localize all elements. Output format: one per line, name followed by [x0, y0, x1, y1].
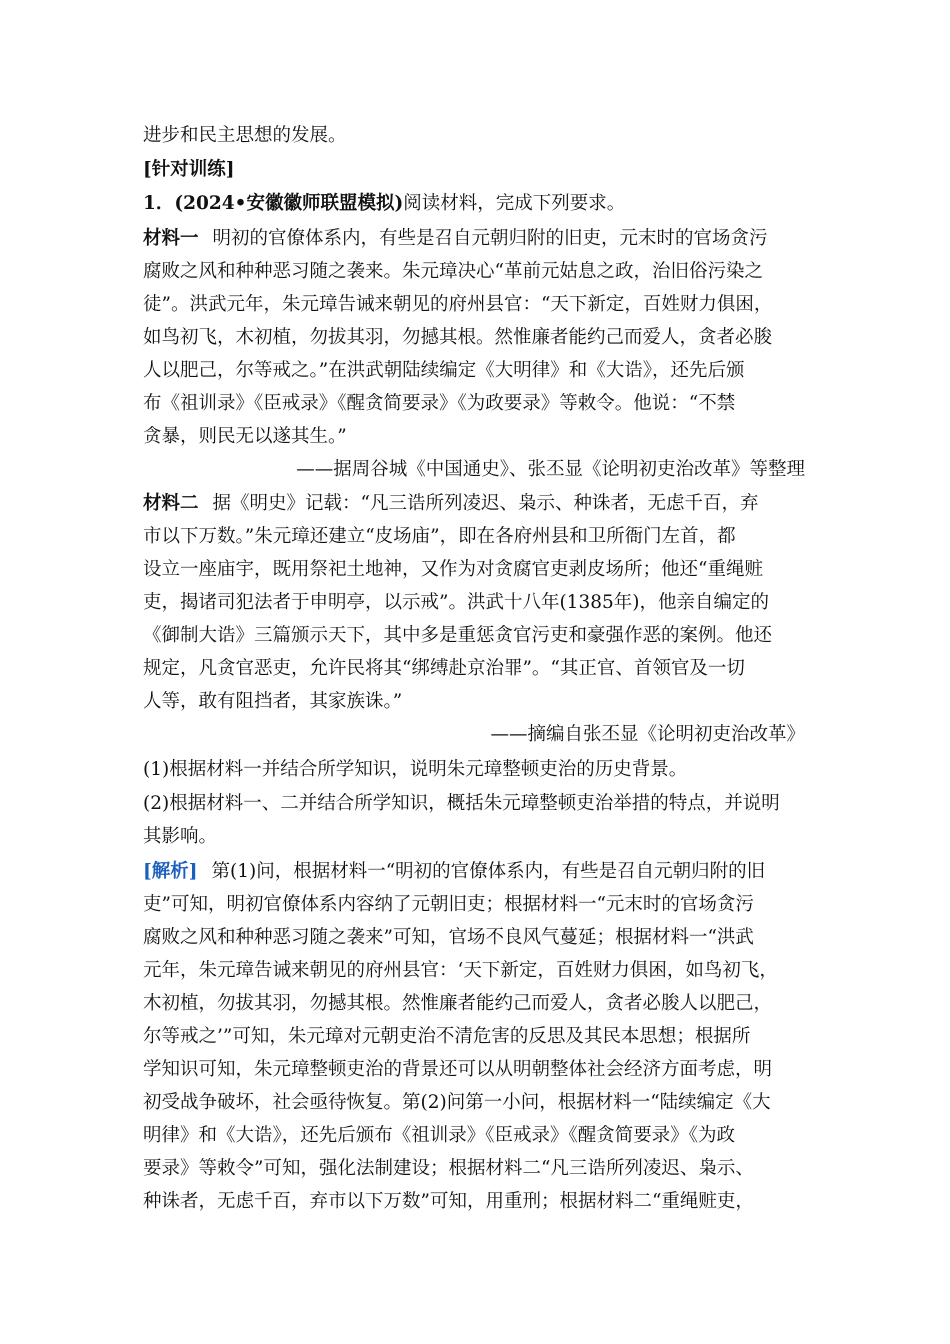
task-line: 其影响。 — [143, 826, 218, 847]
material1-line: 布《祖训录》《臣戒录》《醒贪简要录》《为政要录》等敕令。他说：“不禁 — [143, 393, 736, 414]
material1-source: ——据周谷城《中国通史》、张丕显《论明初吏治改革》等整理 — [296, 459, 805, 480]
task-line: (2)根据材料一、二并结合所学知识，概括朱元璋整顿吏治举措的特点，并说明 — [143, 793, 780, 814]
analysis-line: 学知识可知，朱元璋整顿吏治的背景还可以从明朝整体社会经济方面考虑，明 — [143, 1059, 773, 1080]
material2-label: 材料二 — [143, 493, 199, 514]
material1-line: 人以肥己，尔等戒之。”在洪武朝陆续编定《大明律》和《大诰》，还先后颁 — [143, 360, 745, 381]
material2-line: 人等，敢有阻挡者，其家族诛。” — [143, 691, 403, 712]
task-line: (1)根据材料一并结合所学知识，说明朱元璋整顿吏治的历史背景。 — [143, 759, 688, 780]
question-prompt: 阅读材料，完成下列要求。 — [403, 193, 626, 214]
analysis-label: [解析] — [143, 861, 198, 882]
question-line — [143, 187, 813, 220]
material1-line: 徒”。洪武元年，朱元璋告诫来朝见的府州县官：“天下新定，百姓财力俱困， — [143, 294, 773, 315]
analysis-line: 元年，朱元璋告诫来朝见的府州县官：‘天下新定，百姓财力俱困，如鸟初飞， — [143, 960, 778, 981]
section-heading: [针对训练] — [143, 159, 235, 180]
material2-line: 设立一座庙宇，既用祭祀土地神，又作为对贪腐官吏剥皮场所；他还“重绳赃 — [143, 559, 763, 580]
analysis-line: 明律》和《大诰》，还先后颁布《祖训录》《臣戒录》《醒贪简要录》《为政 — [143, 1125, 736, 1146]
material2-line: 市以下万数。”朱元璋还建立“皮场庙”，即在各府州县和卫所衙门左首，都 — [143, 526, 736, 547]
material1-text: 明初的官僚体系内，有些是召自元朝归附的旧吏，元末时的官场贪污 — [212, 228, 768, 249]
material1-line: 腐败之风和种种恶习随之袭来。朱元璋决心“革前元姑息之政，治旧俗污染之 — [143, 261, 763, 282]
analysis-line: 初受战争破坏，社会亟待恢复。第(2)问第一小问，根据材料一“陆续编定《大 — [143, 1092, 771, 1113]
question-source: (2024•安徽徽师联盟模拟) — [174, 193, 404, 214]
question-number: 1． — [143, 193, 175, 214]
material2-line: 规定，凡贪官恶吏，允许民将其“绑缚赴京治罪”。“其正官、首领官及一切 — [143, 658, 745, 679]
analysis-line: 要录》等敕令”可知，强化法制建设；根据材料二“凡三诰所列凌迟、枭示、 — [143, 1158, 754, 1179]
analysis-line: 腐败之风和种种恶习随之袭来”可知，官场不良风气蔓延；根据材料一“洪武 — [143, 927, 754, 948]
material1-line: 贪暴，则民无以遂其生。” — [143, 426, 347, 447]
material2-source: ——摘编自张丕显《论明初吏治改革》 — [490, 724, 805, 745]
material2-line: 《御制大诰》三篇颁示天下，其中多是重惩贪官污吏和豪强作恶的案例。他还 — [143, 625, 773, 646]
material2-line — [143, 487, 813, 520]
material1-line — [143, 222, 813, 255]
analysis-text: 第(1)问，根据材料一“明初的官僚体系内，有些是召自元朝归附的旧 — [211, 861, 766, 882]
material1-label: 材料一 — [143, 228, 199, 249]
analysis-line: 吏”可知，明初官僚体系内容纳了元朝旧吏；根据材料一“元末时的官场贪污 — [143, 894, 754, 915]
analysis-line: 尔等戒之’”可知，朱元璋对元朝吏治不清危害的反思及其民本思想；根据所 — [143, 1026, 751, 1047]
analysis-line — [143, 855, 813, 888]
intro-tail-line: 进步和民主思想的发展。 — [143, 125, 347, 146]
material2-line: 吏，揭诸司犯法者于申明亭，以示戒”。洪武十八年(1385年)，他亲自编定的 — [143, 592, 769, 613]
material1-line: 如鸟初飞，木初植，勿拔其羽，勿撼其根。然惟廉者能约己而爱人，贪者必朘 — [143, 327, 773, 348]
analysis-line: 木初植，勿拔其羽，勿撼其根。然惟廉者能约己而爱人，贪者必朘人以肥己， — [143, 993, 773, 1014]
analysis-line: 种诛者，无虑千百，弃市以下万数”可知，用重刑；根据材料二“重绳赃吏， — [143, 1191, 754, 1212]
material2-text: 据《明史》记载：“凡三诰所列凌迟、枭示、种诛者，无虑千百，弃 — [212, 493, 759, 514]
